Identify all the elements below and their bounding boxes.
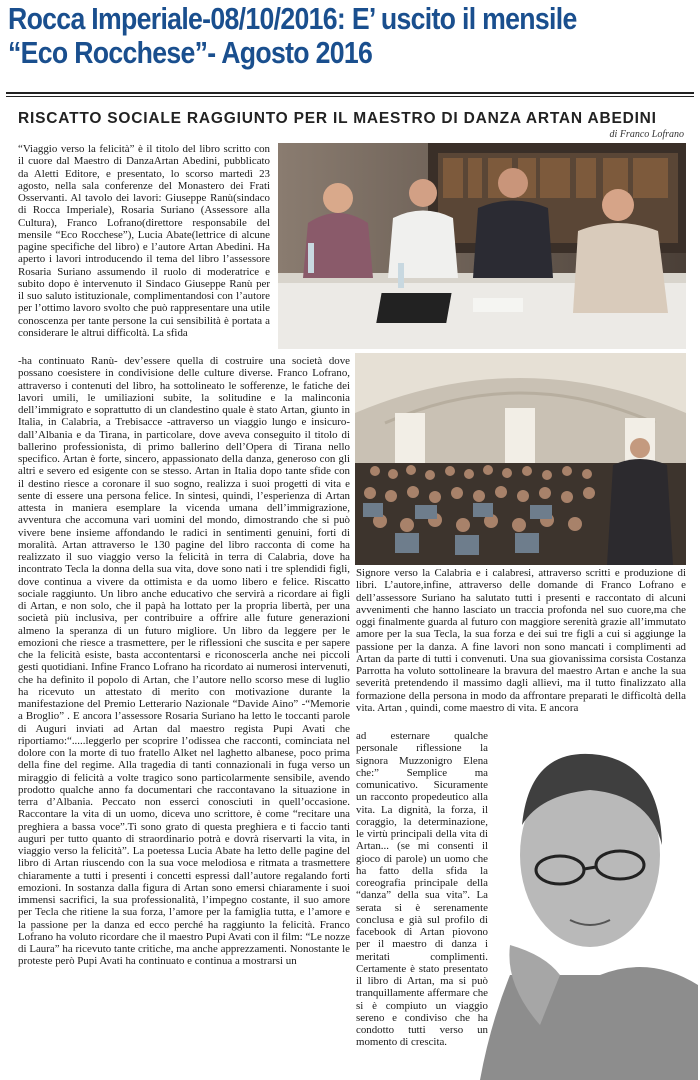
conference-photo-graphic	[278, 143, 686, 349]
author-portrait	[450, 725, 698, 1080]
article-text-right-top: Signore verso la Calabria e i calabresi, attraverso scritti e produzione di libri. L’autore,infine, attraverso delle domande di Franco Lofrano e dell’assessore Suriano ha salutato tutti i presenti e raccontato di alcuni avvenimenti che hanno lasciato un traccia profonda nel suo cuore,ma che oggi finalmente guarda al futuro con maggiore serenità grazie all’immutato amore per la sua Tecla, la sua forza e dei sui tre figli a cui si aggiunge la passione per la danza. A fine lavori non sono mancati i complimenti ad Artan da parte di tutti i convenuti. Una sua giovanissima corsista Costanza Parrotta ha voluto sottolineare la bravura del maestro Artan e anche la sua severità pretendendo il massimo dagli allievi, ma il tutto finalizzato alla formazione della persona in modo da affrontare preparati le difficoltà della vita. Artan , quindi, come maestro di vita. E ancora	[356, 567, 686, 714]
page-title	[8, 2, 601, 70]
audience-photo-graphic	[355, 353, 686, 565]
article-subtitle: RISCATTO SOCIALE RAGGIUNTO PER IL MAESTRO DI DANZA ARTAN ABEDINI	[18, 110, 657, 127]
title-line-2: “Eco Rocchese”- Agosto 2016	[8, 35, 373, 70]
title-line-1: Rocca Imperiale-08/10/2016: E’ uscito il mensile	[8, 1, 577, 36]
article-text-left-top: “Viaggio verso la felicità” è il titolo del libro scritto con il cuore dal Maestro di DanzaArtan Abedini, pubblicato da Aletti Editore, e presentato, lo scorso martedì 23 agosto, nella sala conferenze del Monastero dei Frati Osservanti. Al tavolo dei lavori: Giuseppe Ranù(sindaco di Rocca Imperiale), Rosaria Suriano (Assessore alla Cultura), Franco Lofrano(direttore responsabile del mensile “Eco Rocchese”), Lucia Abate(lettrice di alcune pagine specifiche del libro) e l’autore Artan Abedini. Ha aperto i lavori introducendo il tema del libro l’assessore Rosaria Suriano assumendo il ruolo di moderatrice e subito dopo è intervenuto il Sindaco Giuseppe Ranù per il suo saluto istituzionale, complimentandosi con l’autore per l’ottimo lavoro svolto che può rappresentare una utile conoscenza per tante persone la cui sensibilità è portata a considerare le altrui difficoltà. La sfida	[18, 143, 270, 339]
conference-table-photo	[278, 143, 686, 349]
top-rule-thin	[6, 96, 694, 97]
article-text-left-full: -ha continuato Ranù- dev’essere quella di costruire una società dove possano coesistere in condivisione delle culture diverse. Franco Lofrano, attraverso i contenuti del libro, ha sottolineato le sofferenze, le fatiche dei lavori umili, le umiliazioni subite, la solitudine e la malinconia dell’immigrato e soprattutto di un clandestino quale è stato Artan, giunto in Italia, in Calabria, a Trebisacce -attraverso un viaggio lungo e insicuro- dall’Albania e da Tirana, in particolare, dove aveva conseguito il titolo di ballerino professionista, di primo ballerino dell’Opera di Tirana nello specifico. Artan è forte, sincero, appassionato della danza, generoso con gli altri e severo ed esigente con se stesso. Artan in Italia dopo tante sfide con il destino riesce a coronare il suo sogno, realizza i suoi progetti di vita e sente di essere una persona felice. In sintesi, quindi, l’esperienza di Artan attesta in maniera esemplare la vicenda umana dell’immigrazione, avventura che accomuna vari uomini del mondo, dimostrando che si può vivere bene insieme affondando le radici in sentimenti genuini, forti di moralità. Artan attraverso le 130 pagine del libro racconta di come ha realizzato il suo viaggio verso la felicità in terra di Calabria, dove ha incontrato Tecla la donna della sua vita, dove sono nati i tre splendidi figli, dove continua a vivere da ottimista e da uomo libero e felice. Riscatto sociale raggiunto. Un libro anche educativo che servirà a ricordare ai figli di Artan, e non solo, che il papà ha lottato per la propria libertà, per una società più inclusiva, per contribuire a offrire alle future generazioni almeno la speranza di un futuro migliore. Un libro da leggere per le emozioni che riesce a trasmettere, per le riflessioni che suscita e per sapere che la felicità esiste, basta accontentarsi e riconoscerla anche nei piccoli gesti quotidiani. Infine Franco Lofrano ha ricordato ai numerosi intervenuti, che ha definito il popolo di Artan, che l’autore nello scorso mese di luglio ha ricevuto un attestato di merito con motivazione durante la manifestazione del Premio Letterario Nazionale “Davide Aino” -“Memorie a Broglio” . E ancora l’assessore Rosaria Suriano ha letto le toccanti parole di Auguri inviati ad Artan dal maestro regista Pupi Avati che riportiamo:“.....leggerlo per scoprire l’odissea che racconti, cominciata nel dolore con la morte di tuo fratello Alket nel laghetto albanese, poco prima della fine del regime. Alla tragedia di tanti connazionali in fuga verso un miraggio di felicità a volte tragico sono particolarmente sensibile, avendo prodotto qualche anno fa documentari che raccontavano la situazione in terra d’Albania. Peccato non esserci conosciuti in quell’occasione. Raccontare la vita di un uomo, diceva uno scrittore, è come “recitare una preghiera a bassa voce”.Ti sono grato di questa preghiera e ti faccio tanti auguri per tutto quanto di straordinario potrà e dovrà riservarti la vita, in viaggio verso la felicità”. La poetessa Lucia Abate ha letto delle pagine del libro di Artan riuscendo con la sua voce melodiosa e ritmata a trasmettere chiaramente a tutti i presenti i concetti espressi dall’autore regalando forti emozioni. In sostanza dalla figura di Artan sono emersi chiaramente i suoi immensi sacrifici, la sua professionalità, l’impegno costante, il suo amore per Tecla che ritiene la sua forza, l’amore per la famiglia tutta, e l’amore e la passione per la danza ed ecco perché ha raggiunto la felicità. Franco Lofrano ha voluto ricordare che il maestro Pupi Avati con il film: “Le nozze di Laura” ha ricevuto tante critiche, ma anche apprezzamenti. Nonostante le proteste però Pupi Avati ha continuato e continua a mostrarsi un	[18, 355, 350, 968]
audience-hall-photo	[355, 353, 686, 565]
byline: di Franco Lofrano	[609, 129, 684, 140]
top-rule	[6, 92, 694, 94]
portrait-graphic	[450, 725, 698, 1080]
article-text-right-wrap: ad esternare qualche personale riflessione la signora Muzzonigro Elena che:” Semplice ma comunicativo. Sicuramente un racconto propedeutico alla vita. La dignità, la forza, il coraggio, la determinazione, le virtù principali della vita di Artan... (se mi consenti il gioco di parole) un uomo che ha fatto della sfida la coreografia principale della “danza” della sua vita”. La serata si è serenamente conclusa e già sul profilo di facebook di Artan piovono per il maestro di danza i meritati complimenti. Certamente è stato presentato il libro di Artan, ma si può tranquillamente affermare che si è compiuto un viaggio sereno e condiviso che ha condotto tutti verso un momento di crescita.	[356, 730, 488, 1049]
